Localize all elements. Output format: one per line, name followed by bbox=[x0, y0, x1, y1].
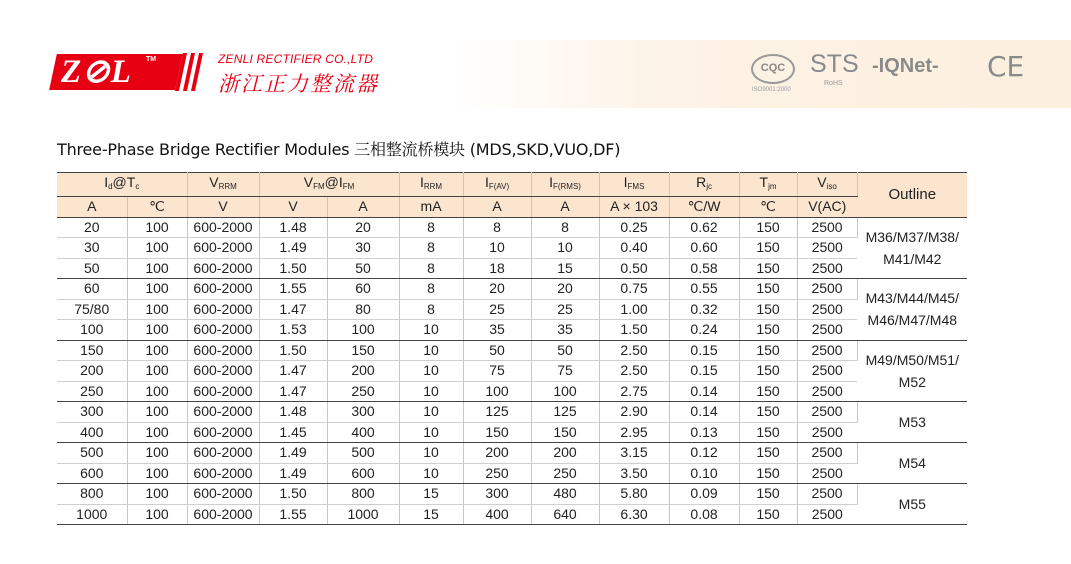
table-cell: 2.50 bbox=[599, 361, 669, 382]
table-cell: 250 bbox=[531, 463, 599, 484]
table-cell: 2500 bbox=[797, 463, 857, 484]
table-row bbox=[57, 238, 967, 259]
table-cell: 15 bbox=[399, 484, 463, 505]
table-cell: 25 bbox=[531, 299, 599, 320]
table-cell: 2500 bbox=[797, 504, 857, 525]
table-cell: 640 bbox=[531, 504, 599, 525]
table-cell: 0.13 bbox=[669, 422, 739, 443]
table-cell: 0.24 bbox=[669, 320, 739, 341]
table-cell: 10 bbox=[399, 463, 463, 484]
table-cell: 50 bbox=[327, 258, 399, 279]
table-cell: 600-2000 bbox=[187, 443, 259, 464]
param-header bbox=[531, 173, 599, 197]
table-cell: 100 bbox=[127, 217, 187, 238]
unit-header: ℃/W bbox=[669, 197, 739, 218]
table-cell: 300 bbox=[327, 402, 399, 423]
table-cell: 150 bbox=[739, 443, 797, 464]
param-header bbox=[399, 173, 463, 197]
table-cell: 600 bbox=[57, 463, 127, 484]
table-cell: 150 bbox=[739, 217, 797, 238]
table-cell: 150 bbox=[739, 402, 797, 423]
table-cell: 0.55 bbox=[669, 279, 739, 300]
param-header bbox=[599, 173, 669, 197]
table-cell: 480 bbox=[531, 484, 599, 505]
table-cell: 2500 bbox=[797, 381, 857, 402]
table-cell: 1.49 bbox=[259, 463, 327, 484]
table-cell: 0.25 bbox=[599, 217, 669, 238]
table-cell: 100 bbox=[57, 320, 127, 341]
table-row bbox=[57, 299, 967, 320]
param-symbol: @T bbox=[112, 174, 136, 190]
table-cell: 600-2000 bbox=[187, 320, 259, 341]
table-cell: 30 bbox=[57, 238, 127, 259]
table-cell: 10 bbox=[399, 340, 463, 361]
unit-header: A bbox=[531, 197, 599, 218]
table-cell: 100 bbox=[531, 381, 599, 402]
param-symbol: V bbox=[303, 174, 314, 190]
table-cell: 600-2000 bbox=[187, 504, 259, 525]
table-cell: 25 bbox=[463, 299, 531, 320]
cqc-cert-subtext: ISO9001:2000 bbox=[752, 87, 791, 93]
param-subscript: F(AV) bbox=[488, 182, 510, 191]
param-subscript: jc bbox=[706, 182, 712, 191]
param-subscript: FMS bbox=[627, 182, 645, 191]
table-cell: 1.48 bbox=[259, 217, 327, 238]
table-cell: 0.14 bbox=[669, 381, 739, 402]
table-cell: 0.60 bbox=[669, 238, 739, 259]
table-cell: 1000 bbox=[57, 504, 127, 525]
table-cell: 100 bbox=[127, 381, 187, 402]
table-cell: 10 bbox=[399, 320, 463, 341]
table-cell: 100 bbox=[127, 463, 187, 484]
table-cell: 2500 bbox=[797, 299, 857, 320]
table-cell: 8 bbox=[399, 279, 463, 300]
table-cell: 150 bbox=[739, 279, 797, 300]
param-symbol: R bbox=[696, 174, 707, 190]
table-cell: 1.50 bbox=[259, 484, 327, 505]
table-cell: 100 bbox=[127, 422, 187, 443]
param-header bbox=[739, 173, 797, 197]
table-cell: 0.58 bbox=[669, 258, 739, 279]
table-cell: 1.55 bbox=[259, 504, 327, 525]
table-cell: 3.50 bbox=[599, 463, 669, 484]
table-cell: 35 bbox=[463, 320, 531, 341]
table-cell: 150 bbox=[739, 320, 797, 341]
table-cell: 8 bbox=[531, 217, 599, 238]
table-cell: 100 bbox=[127, 258, 187, 279]
table-cell: 8 bbox=[399, 258, 463, 279]
table-cell: 400 bbox=[463, 504, 531, 525]
company-name-cn: 浙江正力整流器 bbox=[218, 72, 379, 96]
table-cell: 1.50 bbox=[259, 340, 327, 361]
table-cell: 600-2000 bbox=[187, 422, 259, 443]
table-cell: 1.49 bbox=[259, 238, 327, 259]
table-row bbox=[57, 279, 967, 300]
sts-cert-icon: STS bbox=[810, 50, 859, 78]
table-cell: 150 bbox=[739, 381, 797, 402]
table-cell: 1.55 bbox=[259, 279, 327, 300]
iqnet-cert-icon: -IQNet- bbox=[872, 55, 939, 77]
param-subscript: FM bbox=[342, 182, 355, 191]
table-cell: 600-2000 bbox=[187, 238, 259, 259]
param-header bbox=[669, 173, 739, 197]
table-cell: 2500 bbox=[797, 340, 857, 361]
param-subscript: FM bbox=[313, 182, 325, 191]
table-cell: 100 bbox=[127, 361, 187, 382]
table-cell: 1.45 bbox=[259, 422, 327, 443]
param-subscript: d bbox=[108, 182, 113, 191]
table-cell: 600-2000 bbox=[187, 402, 259, 423]
table-row bbox=[57, 258, 967, 279]
table-cell: 1.47 bbox=[259, 361, 327, 382]
table-row bbox=[57, 340, 967, 361]
cqc-cert-icon: CQC bbox=[751, 54, 795, 84]
table-cell: 500 bbox=[327, 443, 399, 464]
param-subscript: RRM bbox=[218, 182, 237, 191]
table-cell: 50 bbox=[57, 258, 127, 279]
ce-mark-icon: CE bbox=[987, 50, 1025, 83]
table-cell: 150 bbox=[739, 361, 797, 382]
unit-header: V(AC) bbox=[797, 197, 857, 218]
table-cell: 8 bbox=[399, 217, 463, 238]
outline-cell: M43/M44/M45/ M46/M47/M48 bbox=[857, 279, 967, 341]
table-cell: 150 bbox=[739, 504, 797, 525]
table-cell: 10 bbox=[399, 402, 463, 423]
table-cell: 200 bbox=[463, 443, 531, 464]
table-cell: 250 bbox=[327, 381, 399, 402]
table-row bbox=[57, 320, 967, 341]
table-cell: 250 bbox=[463, 463, 531, 484]
table-cell: 60 bbox=[57, 279, 127, 300]
table-row bbox=[57, 463, 967, 484]
table-cell: 2.75 bbox=[599, 381, 669, 402]
table-cell: 35 bbox=[531, 320, 599, 341]
unit-header: A bbox=[327, 197, 399, 218]
table-cell: 2500 bbox=[797, 279, 857, 300]
unit-header: V bbox=[187, 197, 259, 218]
table-cell: 2500 bbox=[797, 238, 857, 259]
table-cell: 125 bbox=[531, 402, 599, 423]
table-cell: 75 bbox=[531, 361, 599, 382]
table-cell: 1000 bbox=[327, 504, 399, 525]
param-header bbox=[57, 173, 187, 197]
table-cell: 200 bbox=[327, 361, 399, 382]
table-cell: 75/80 bbox=[57, 299, 127, 320]
table-cell: 2.90 bbox=[599, 402, 669, 423]
table-cell: 10 bbox=[463, 238, 531, 259]
outline-cell: M55 bbox=[857, 484, 967, 525]
table-cell: 1.50 bbox=[599, 320, 669, 341]
unit-header: ℃ bbox=[127, 197, 187, 218]
outline-cell: M36/M37/M38/ M41/M42 bbox=[857, 217, 967, 279]
table-cell: 1.48 bbox=[259, 402, 327, 423]
table-body bbox=[57, 217, 967, 525]
table-cell: 800 bbox=[327, 484, 399, 505]
unit-header: A × 103 bbox=[599, 197, 669, 218]
table-cell: 0.62 bbox=[669, 217, 739, 238]
table-cell: 20 bbox=[531, 279, 599, 300]
table-cell: 100 bbox=[127, 340, 187, 361]
table-cell: 0.14 bbox=[669, 402, 739, 423]
table-cell: 600-2000 bbox=[187, 340, 259, 361]
table-cell: 150 bbox=[739, 422, 797, 443]
table-cell: 3.15 bbox=[599, 443, 669, 464]
table-cell: 1.47 bbox=[259, 381, 327, 402]
page-header bbox=[0, 40, 1071, 108]
table-cell: 8 bbox=[399, 299, 463, 320]
table-cell: 100 bbox=[127, 402, 187, 423]
table-cell: 600-2000 bbox=[187, 381, 259, 402]
table-cell: 100 bbox=[327, 320, 399, 341]
table-cell: 20 bbox=[327, 217, 399, 238]
table-cell: 10 bbox=[531, 238, 599, 259]
table-cell: 2500 bbox=[797, 484, 857, 505]
param-header bbox=[463, 173, 531, 197]
param-subscript: F(RMS) bbox=[552, 182, 581, 191]
table-cell: 100 bbox=[463, 381, 531, 402]
table-cell: 10 bbox=[399, 443, 463, 464]
table-cell: 400 bbox=[57, 422, 127, 443]
param-symbol: T bbox=[759, 174, 769, 190]
param-header bbox=[797, 173, 857, 197]
table-row bbox=[57, 484, 967, 505]
table-cell: 600-2000 bbox=[187, 299, 259, 320]
table-cell: 100 bbox=[127, 299, 187, 320]
table-cell: 1.00 bbox=[599, 299, 669, 320]
table-cell: 10 bbox=[399, 361, 463, 382]
table-cell: 0.32 bbox=[669, 299, 739, 320]
table-cell: 100 bbox=[127, 443, 187, 464]
param-header bbox=[259, 173, 399, 197]
table-cell: 2.95 bbox=[599, 422, 669, 443]
param-symbol: @I bbox=[324, 174, 343, 190]
table-cell: 200 bbox=[57, 361, 127, 382]
table-cell: 400 bbox=[327, 422, 399, 443]
outline-cell: M54 bbox=[857, 443, 967, 484]
table-cell: 0.40 bbox=[599, 238, 669, 259]
table-cell: 800 bbox=[57, 484, 127, 505]
param-subscript: RRM bbox=[423, 182, 443, 191]
table-cell: 1.49 bbox=[259, 443, 327, 464]
outline-header: Outline bbox=[857, 173, 967, 218]
table-cell: 600 bbox=[327, 463, 399, 484]
table-cell: 60 bbox=[327, 279, 399, 300]
table-cell: 1.50 bbox=[259, 258, 327, 279]
table-cell: 500 bbox=[57, 443, 127, 464]
unit-header: A bbox=[57, 197, 127, 218]
unit-header: ℃ bbox=[739, 197, 797, 218]
table-cell: 150 bbox=[739, 258, 797, 279]
table-cell: 0.10 bbox=[669, 463, 739, 484]
table-cell: 100 bbox=[127, 320, 187, 341]
unit-header: V bbox=[259, 197, 327, 218]
page-title: Three-Phase Bridge Rectifier Modules 三相整流桥模块 (MDS,SKD,VUO,DF) bbox=[57, 140, 621, 159]
table-cell: 0.08 bbox=[669, 504, 739, 525]
param-header bbox=[187, 173, 259, 197]
outline-cell: M49/M50/M51/ M52 bbox=[857, 340, 967, 402]
table-cell: 50 bbox=[463, 340, 531, 361]
outline-cell: M53 bbox=[857, 402, 967, 443]
param-symbol: I bbox=[549, 174, 553, 190]
table-cell: 150 bbox=[739, 299, 797, 320]
table-cell: 600-2000 bbox=[187, 217, 259, 238]
table-cell: 80 bbox=[327, 299, 399, 320]
company-logo: Z⊘L bbox=[61, 54, 132, 90]
table-cell: 10 bbox=[399, 381, 463, 402]
param-symbol: I bbox=[419, 174, 424, 190]
table-cell: 0.75 bbox=[599, 279, 669, 300]
table-cell: 2500 bbox=[797, 258, 857, 279]
table-cell: 150 bbox=[739, 238, 797, 259]
table-cell: 100 bbox=[127, 484, 187, 505]
table-cell: 150 bbox=[739, 484, 797, 505]
table-cell: 15 bbox=[399, 504, 463, 525]
table-cell: 75 bbox=[463, 361, 531, 382]
table-cell: 2.50 bbox=[599, 340, 669, 361]
unit-header: A bbox=[463, 197, 531, 218]
unit-header: mA bbox=[399, 197, 463, 218]
rectifier-spec-table bbox=[57, 172, 967, 525]
table-cell: 125 bbox=[463, 402, 531, 423]
table-cell: 150 bbox=[531, 422, 599, 443]
param-subscript: c bbox=[135, 182, 140, 191]
table-cell: 20 bbox=[57, 217, 127, 238]
table-cell: 8 bbox=[463, 217, 531, 238]
table-cell: 0.15 bbox=[669, 340, 739, 361]
table-cell: 18 bbox=[463, 258, 531, 279]
table-row bbox=[57, 361, 967, 382]
table-cell: 0.15 bbox=[669, 361, 739, 382]
table-cell: 600-2000 bbox=[187, 361, 259, 382]
table-cell: 0.09 bbox=[669, 484, 739, 505]
param-symbol: V bbox=[817, 174, 827, 190]
table-cell: 250 bbox=[57, 381, 127, 402]
table-cell: 1.53 bbox=[259, 320, 327, 341]
table-cell: 6.30 bbox=[599, 504, 669, 525]
table-row bbox=[57, 381, 967, 402]
table-cell: 2500 bbox=[797, 217, 857, 238]
param-symbol: I bbox=[104, 174, 109, 190]
table-cell: 100 bbox=[127, 238, 187, 259]
table-cell: 30 bbox=[327, 238, 399, 259]
table-cell: 150 bbox=[57, 340, 127, 361]
rohs-label: RoHS bbox=[824, 80, 843, 87]
table-cell: 50 bbox=[531, 340, 599, 361]
table-cell: 10 bbox=[399, 422, 463, 443]
company-name-en: ZENLI RECTIFIER CO.,LTD bbox=[218, 52, 374, 66]
table-cell: 150 bbox=[463, 422, 531, 443]
table-cell: 200 bbox=[531, 443, 599, 464]
logo-stripes-decoration bbox=[175, 53, 211, 91]
trademark-mark: TM bbox=[146, 56, 157, 63]
table-cell: 2500 bbox=[797, 320, 857, 341]
param-symbol: V bbox=[209, 174, 219, 190]
table-cell: 15 bbox=[531, 258, 599, 279]
table-cell: 150 bbox=[739, 340, 797, 361]
table-cell: 600-2000 bbox=[187, 463, 259, 484]
table-cell: 100 bbox=[127, 504, 187, 525]
table-cell: 600-2000 bbox=[187, 279, 259, 300]
param-subscript: iso bbox=[826, 182, 837, 191]
table-row bbox=[57, 504, 967, 525]
table-cell: 0.50 bbox=[599, 258, 669, 279]
table-cell: 2500 bbox=[797, 422, 857, 443]
table-row bbox=[57, 443, 967, 464]
table-row bbox=[57, 217, 967, 238]
param-symbol: I bbox=[484, 174, 489, 190]
table-cell: 1.47 bbox=[259, 299, 327, 320]
header-row-units bbox=[57, 197, 967, 218]
table-cell: 2500 bbox=[797, 443, 857, 464]
table-cell: 0.12 bbox=[669, 443, 739, 464]
table-cell: 600-2000 bbox=[187, 484, 259, 505]
table-cell: 2500 bbox=[797, 402, 857, 423]
table-cell: 150 bbox=[739, 463, 797, 484]
table-cell: 100 bbox=[127, 279, 187, 300]
table-row bbox=[57, 402, 967, 423]
param-subscript: jm bbox=[768, 182, 777, 191]
table-cell: 150 bbox=[327, 340, 399, 361]
table-cell: 20 bbox=[463, 279, 531, 300]
table-cell: 8 bbox=[399, 238, 463, 259]
table-cell: 300 bbox=[463, 484, 531, 505]
table-cell: 2500 bbox=[797, 361, 857, 382]
table-row bbox=[57, 422, 967, 443]
table-cell: 600-2000 bbox=[187, 258, 259, 279]
header-row-params bbox=[57, 173, 967, 197]
table-cell: 300 bbox=[57, 402, 127, 423]
table-cell: 5.80 bbox=[599, 484, 669, 505]
param-symbol: I bbox=[623, 174, 628, 190]
